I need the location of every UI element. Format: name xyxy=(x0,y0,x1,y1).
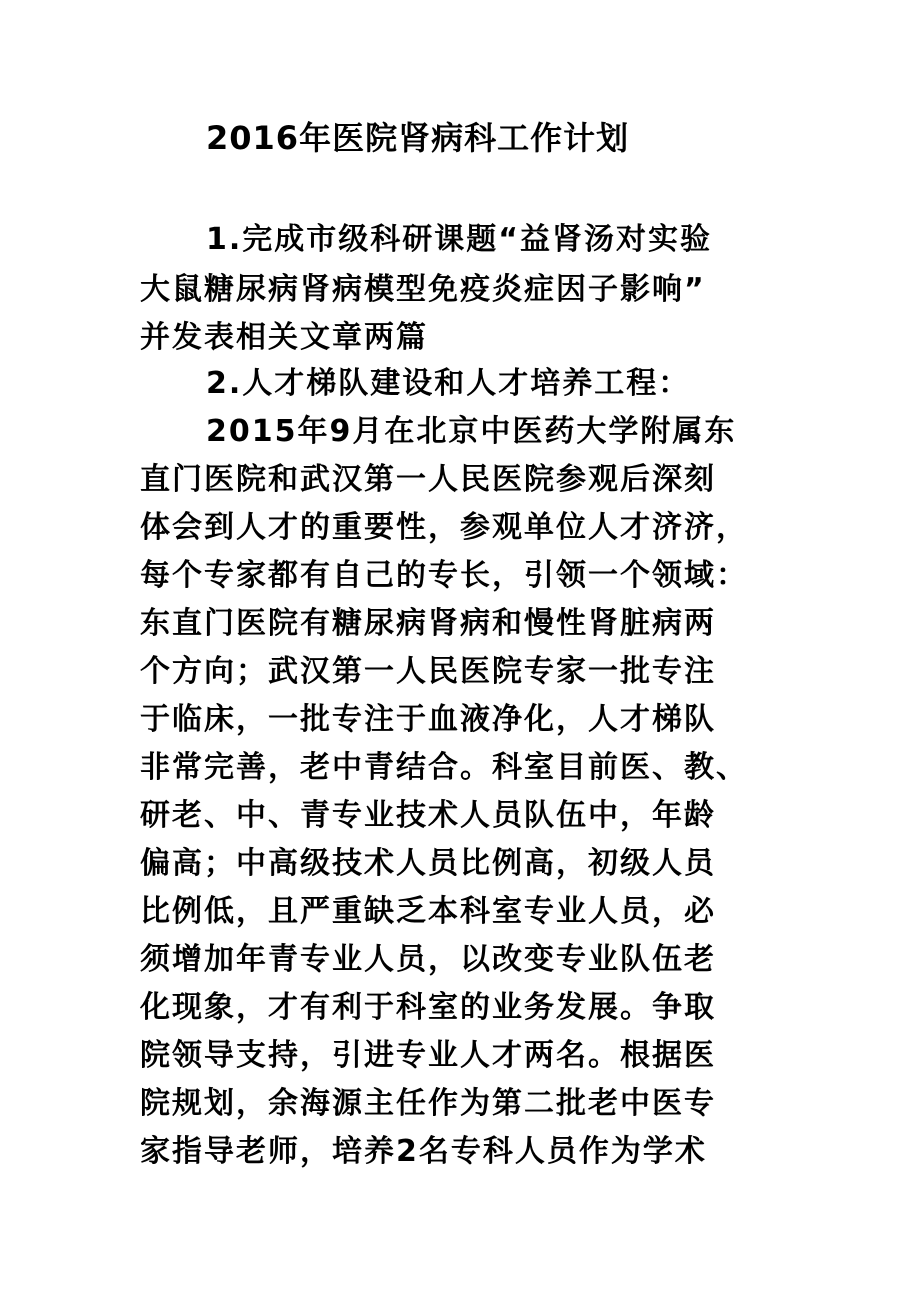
paragraph-line: 须增加年青专业人员，以改变专业队伍老 xyxy=(140,942,716,977)
item-1-line-2: 大鼠糖尿病肾病模型免疫炎症因子影响” xyxy=(140,272,706,307)
paragraph-line: 每个专家都有自己的专长，引领一个领域： xyxy=(140,558,748,593)
paragraph-line: 化现象，才有利于科室的业务发展。争取 xyxy=(140,990,716,1025)
paragraph-line: 院领导支持，引进专业人才两名。根据医 xyxy=(140,1038,716,1073)
paragraph-line: 个方向；武汉第一人民医院专家一批专注 xyxy=(140,654,716,689)
item-1-line-3: 并发表相关文章两篇 xyxy=(140,320,428,355)
item-1-line-1: 1.完成市级科研课题“益肾汤对实验 xyxy=(206,222,712,257)
document-title: 2016年医院肾病科工作计划 xyxy=(206,119,630,157)
paragraph-line: 非常完善，老中青结合。科室目前医、教、 xyxy=(140,750,748,785)
paragraph-line: 直门医院和武汉第一人民医院参观后深刻 xyxy=(140,462,716,497)
paragraph-line: 院规划，余海源主任作为第二批老中医专 xyxy=(140,1086,716,1121)
paragraph-line: 研老、中、青专业技术人员队伍中，年龄 xyxy=(140,798,716,833)
paragraph-line: 比例低，且严重缺乏本科室专业人员，必 xyxy=(140,894,716,929)
paragraph-line: 家指导老师，培养2名专科人员作为学术 xyxy=(140,1134,707,1169)
paragraph-line: 偏高；中高级技术人员比例高，初级人员 xyxy=(140,846,716,881)
paragraph-line: 于临床，一批专注于血液净化，人才梯队 xyxy=(140,702,716,737)
paragraph-line: 体会到人才的重要性，参观单位人才济济， xyxy=(140,510,748,545)
paragraph-line: 东直门医院有糖尿病肾病和慢性肾脏病两 xyxy=(140,606,716,641)
item-2-heading: 2.人才梯队建设和人才培养工程： xyxy=(206,366,691,401)
paragraph-line: 2015年9月在北京中医药大学附属东 xyxy=(206,414,737,449)
